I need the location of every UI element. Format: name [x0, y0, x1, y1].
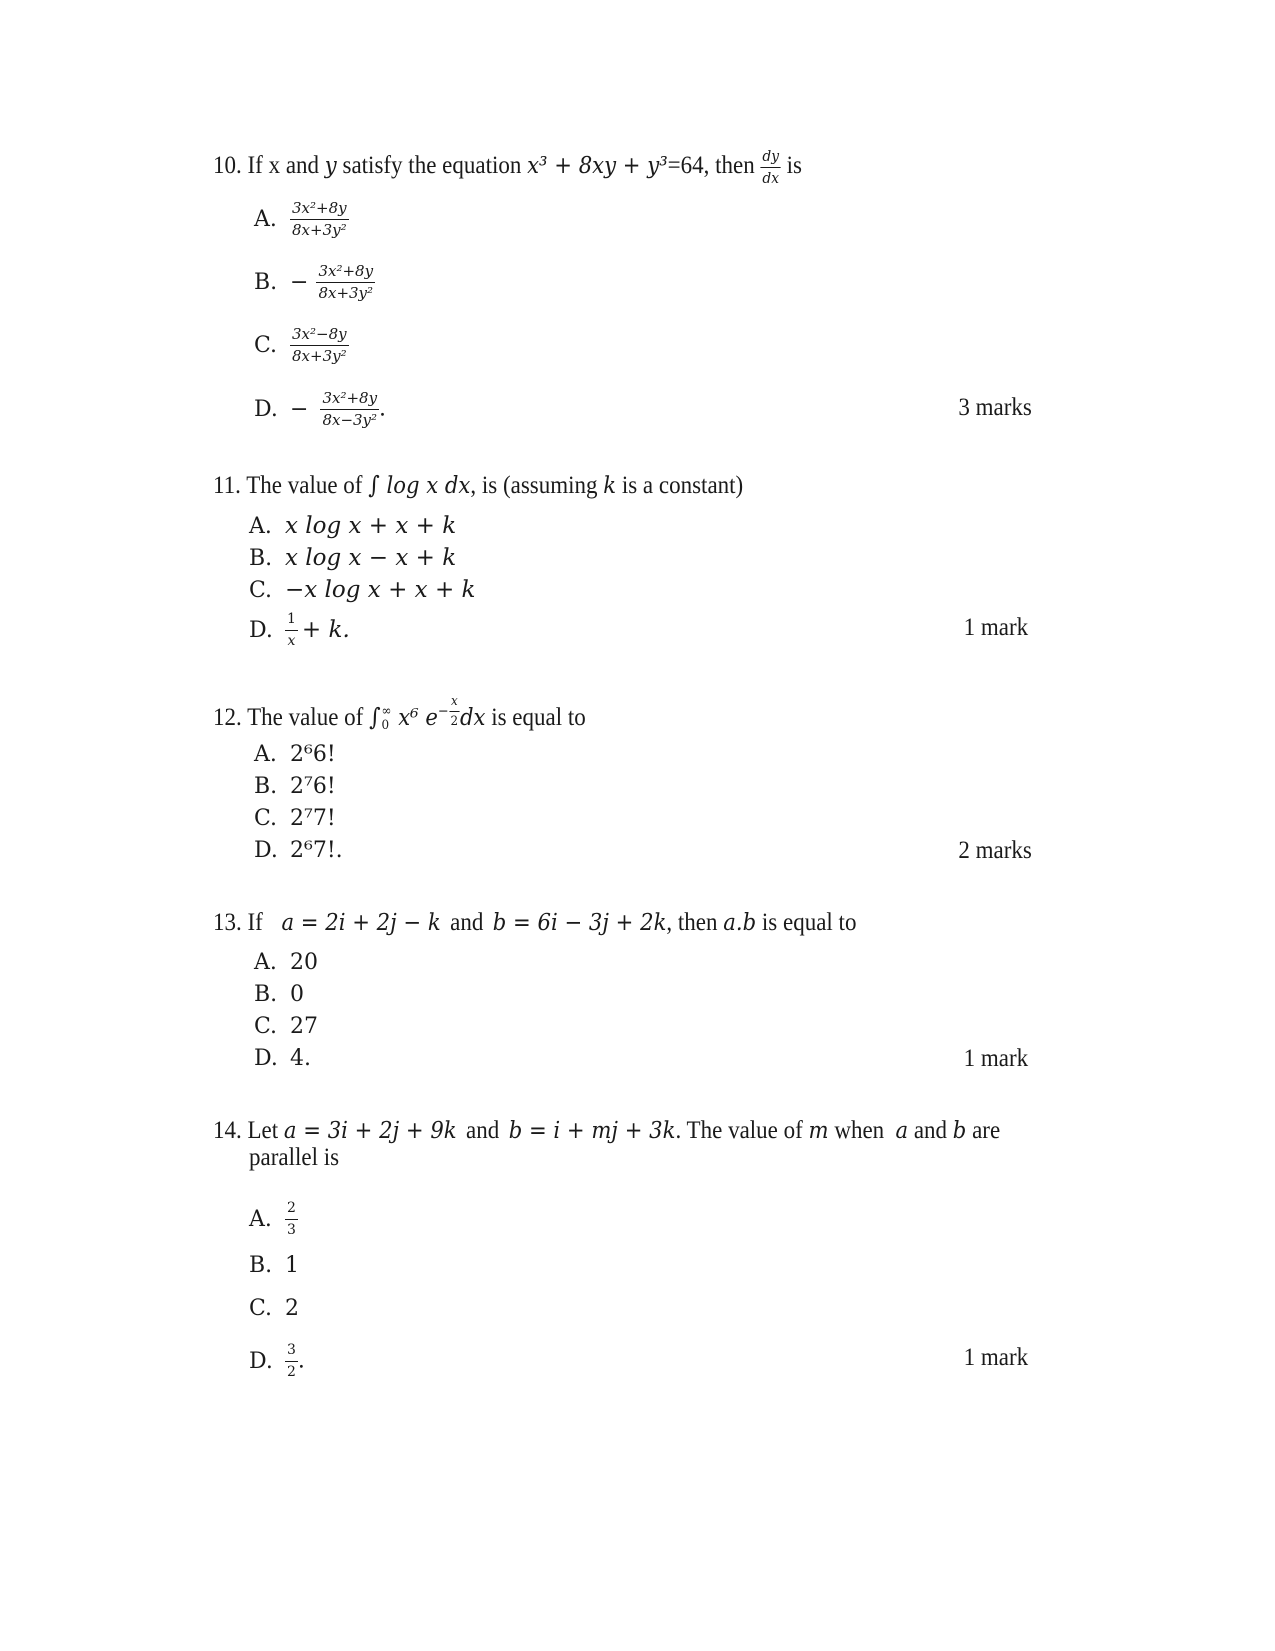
question-number: 10. If	[213, 152, 269, 180]
option-letter: B.	[254, 269, 278, 295]
exponent-fraction	[449, 694, 460, 729]
question-10-stem	[213, 148, 802, 187]
option-letter: A.	[254, 742, 277, 767]
question-number: 11. The value of	[213, 472, 369, 499]
fraction-numerator: x	[449, 694, 459, 712]
option-letter: B.	[249, 1253, 273, 1278]
text: is a constant)	[616, 472, 744, 499]
option-letter: A.	[254, 206, 277, 232]
fraction-numerator: 1	[285, 611, 298, 631]
var-k: k	[603, 473, 617, 499]
option-text: 0	[290, 982, 304, 1007]
text: =64, then	[667, 152, 761, 180]
q12-option-d[interactable]	[254, 837, 343, 865]
fraction-denominator: dx	[762, 169, 779, 187]
q12-marks: 2 marks	[958, 837, 1032, 864]
q12-option-b[interactable]	[254, 773, 336, 801]
text: , then	[666, 909, 724, 936]
q13-option-c[interactable]	[254, 1013, 318, 1041]
q14-option-b[interactable]	[249, 1252, 299, 1280]
q12-option-a[interactable]	[254, 741, 336, 769]
option-letter: C.	[249, 1296, 273, 1321]
option-sign: −	[290, 269, 309, 295]
text: and	[444, 909, 490, 936]
derivative-fraction	[761, 148, 781, 187]
option-letter: A.	[254, 950, 277, 975]
option-fraction	[290, 326, 349, 365]
text: and	[908, 1117, 953, 1144]
integrand: x⁶ e	[391, 704, 438, 731]
vector-b-definition: b = 6i − 3j + 2k	[492, 910, 667, 936]
fraction-denominator: 2	[287, 1364, 296, 1380]
vector-b-definition: b = i + mj + 3k	[508, 1118, 676, 1144]
vector-a: a	[895, 1118, 909, 1144]
option-fraction	[285, 1200, 298, 1239]
option-text: 1	[285, 1253, 299, 1278]
vector-b: b	[952, 1118, 967, 1144]
option-letter: A.	[249, 1206, 272, 1232]
dot-product: a.b	[723, 910, 757, 936]
option-text: −x log x + x + k	[285, 577, 476, 603]
option-letter: D.	[254, 1046, 278, 1071]
text: is equal to	[756, 909, 857, 936]
fraction-numerator: 3x²−8y	[290, 326, 349, 346]
option-text: 2⁶6!	[290, 742, 336, 767]
option-text: 2⁶7!.	[290, 838, 343, 863]
fraction-denominator: 8x+3y²	[292, 221, 347, 239]
vector-a-definition: a = 2i + 2j − k	[281, 910, 441, 936]
option-fraction	[316, 263, 375, 302]
fraction-denominator: 8x+3y²	[292, 347, 347, 365]
var-y: y	[324, 153, 337, 180]
option-letter: B.	[249, 546, 273, 571]
option-letter: C.	[254, 1014, 278, 1039]
option-letter: C.	[249, 578, 273, 603]
q10-marks: 3 marks	[958, 394, 1032, 421]
var-m: m	[808, 1118, 829, 1144]
exponent	[438, 694, 460, 729]
q14-option-d[interactable]	[249, 1342, 305, 1381]
option-letter: C.	[254, 806, 278, 831]
q14-option-a[interactable]	[249, 1200, 298, 1239]
option-letter: D.	[254, 838, 278, 863]
option-text: 20	[290, 950, 318, 975]
text: when	[828, 1117, 890, 1144]
option-letter: B.	[254, 982, 278, 1007]
var-x: x	[268, 152, 281, 180]
fraction-numerator: 3x²+8y	[316, 263, 375, 283]
option-text: x log x − x + k	[285, 545, 457, 571]
text: and	[460, 1117, 506, 1144]
q12-option-c[interactable]	[254, 805, 336, 833]
option-letter: B.	[254, 774, 278, 799]
q11-option-b[interactable]	[249, 544, 456, 573]
integral-limits	[382, 705, 392, 733]
text: is equal to	[485, 703, 586, 731]
fraction-denominator: 8x+3y²	[318, 284, 374, 302]
fraction-numerator: 3	[285, 1342, 298, 1362]
q14-marks: 1 mark	[963, 1344, 1028, 1371]
lower-limit: 0	[381, 718, 390, 734]
question-11-stem	[213, 470, 743, 501]
q10-option-b[interactable]	[254, 263, 375, 302]
option-fraction	[285, 611, 298, 650]
differential: dx	[459, 704, 486, 731]
fraction-denominator: 3	[287, 1222, 296, 1238]
question-number: 12. The value of	[213, 703, 370, 731]
integral-sign: ∫	[368, 471, 380, 499]
text: and	[280, 152, 325, 180]
fraction-numerator: 2	[285, 1200, 298, 1220]
option-letter: D.	[254, 396, 278, 422]
question-number: 14. Let	[213, 1117, 284, 1144]
fraction-numerator: 3x²+8y	[290, 200, 349, 220]
option-text: 2⁷6!	[290, 774, 336, 799]
question-13-stem	[213, 908, 856, 938]
fraction-numerator: 3x²+8y	[320, 390, 379, 410]
integral-sign: ∫	[369, 702, 381, 731]
q13-option-a[interactable]	[254, 949, 318, 977]
question-14-stem-line-2: parallel is	[249, 1144, 340, 1171]
option-fraction	[285, 1342, 298, 1381]
text: are	[966, 1117, 1001, 1144]
option-text: 2⁷7!	[290, 806, 336, 831]
vector-a-definition: a = 3i + 2j + 9k	[283, 1118, 457, 1144]
option-letter: A.	[249, 514, 272, 539]
option-tail: .	[379, 396, 387, 422]
question-number: 13. If	[213, 909, 269, 936]
q13-option-b[interactable]	[254, 981, 304, 1009]
text: . The value of	[675, 1117, 809, 1144]
option-text: 27	[290, 1014, 318, 1039]
q13-marks: 1 mark	[963, 1045, 1028, 1072]
q11-option-c[interactable]	[249, 576, 475, 605]
q10-option-a[interactable]	[254, 200, 349, 239]
option-text: .	[297, 1348, 305, 1374]
option-fraction	[320, 390, 379, 429]
question-12-stem	[213, 694, 586, 733]
option-text: x log x + x + k	[285, 513, 457, 539]
option-fraction	[290, 200, 349, 239]
q10-option-c[interactable]	[254, 326, 349, 365]
option-text: 2	[285, 1296, 299, 1321]
question-14-stem	[213, 1116, 1000, 1146]
integrand: log x dx	[379, 473, 471, 499]
q11-option-a[interactable]	[249, 512, 456, 541]
fraction-denominator: x	[287, 633, 296, 649]
option-sign: −	[290, 396, 309, 422]
q14-option-c[interactable]	[249, 1295, 299, 1323]
equation: x³ + 8xy + y³	[527, 153, 668, 180]
fraction-denominator: 8x−3y²	[322, 411, 378, 429]
option-text: + k.	[301, 616, 350, 643]
option-letter: C.	[254, 332, 278, 358]
text: is	[780, 152, 802, 180]
text: satisfy the equation	[336, 152, 528, 180]
q11-option-d[interactable]	[249, 611, 350, 650]
upper-limit: ∞	[381, 704, 392, 720]
exponent-sign: −	[437, 703, 449, 720]
option-letter: D.	[249, 1348, 273, 1374]
fraction-denominator: 2	[450, 714, 459, 729]
q13-option-d[interactable]	[254, 1045, 311, 1073]
fraction-numerator: dy	[761, 148, 781, 168]
q11-marks: 1 mark	[963, 614, 1028, 641]
option-letter: D.	[249, 617, 273, 643]
option-text: 4.	[290, 1046, 311, 1071]
text: , is (assuming	[470, 472, 604, 499]
q10-option-d[interactable]	[254, 390, 386, 429]
